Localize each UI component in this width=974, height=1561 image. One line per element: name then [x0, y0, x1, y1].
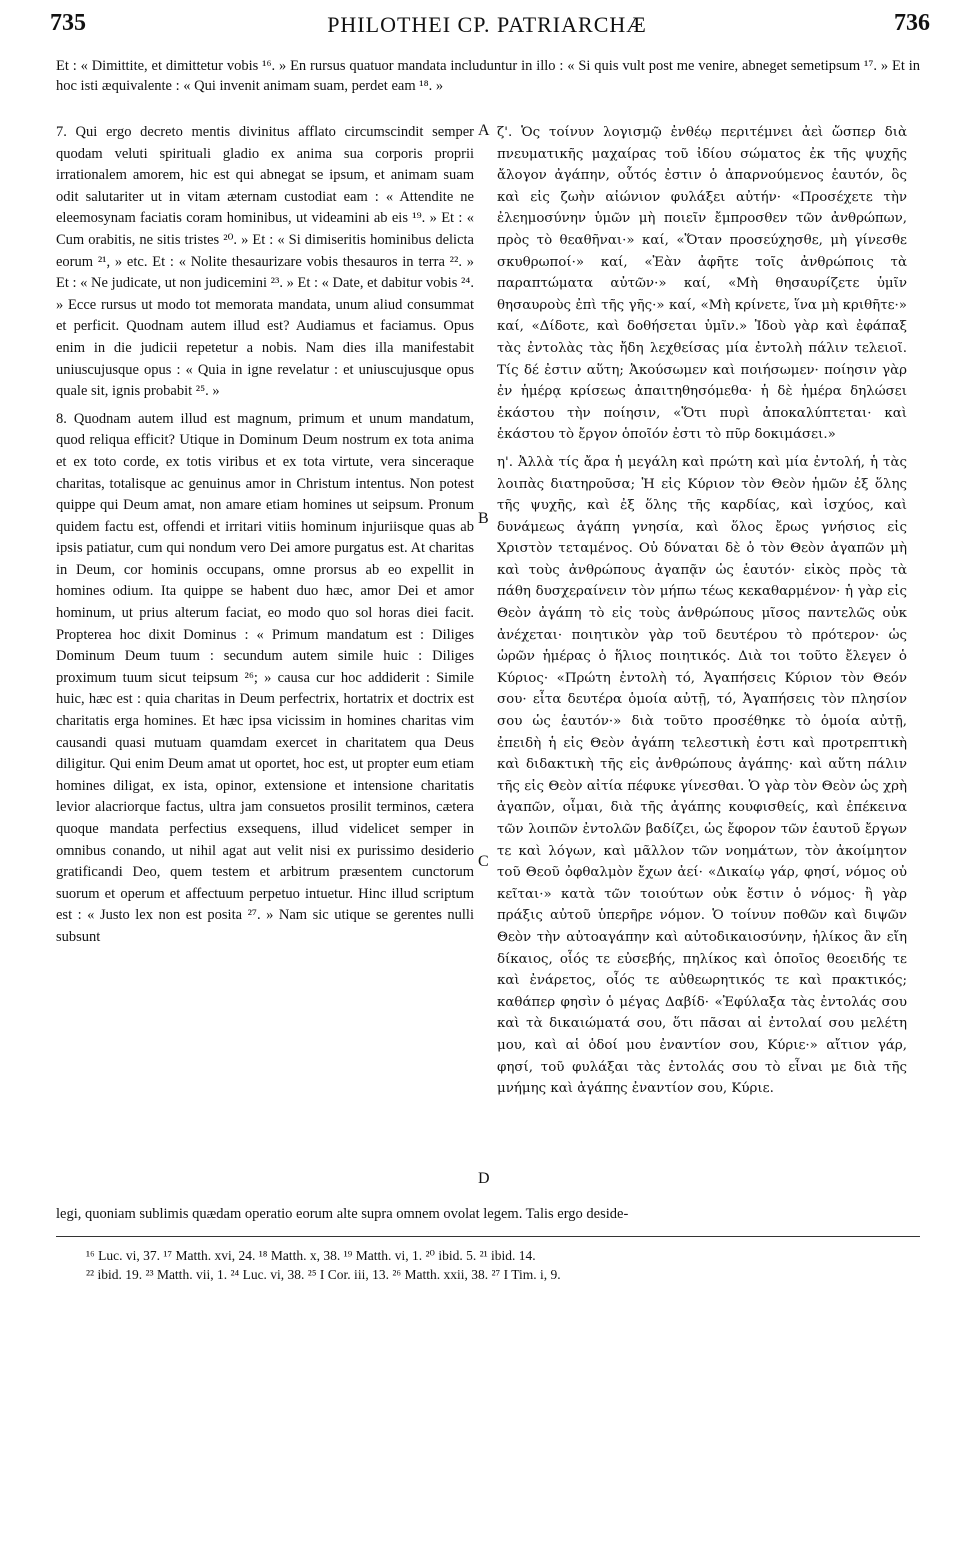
greek-paragraph-7: ζ'. Ὁς τοίνυν λογισμῷ ἐνθέῳ περιτέμνει ἀεὶ ὥσπερ διὰ πνευματικῆς μαχαίρας τοῦ ἰδίου σώματος ἐκ τῆς ψυχῆς ἄλογον ἀγάπην, οὗτός ἐστιν ὁ ἀπαρνούμενος ἑαυτόν, ὃς καὶ εἰς ζωὴν αἰώνιον φυλάξει αὐτήν· «Προσέχετε τὴν ἐλεημοσύνην ὑμῶν μὴ ποιεῖν ἔμπροσθεν τῶν ἀνθρώπων, πρὸς τὸ θεαθῆναι·» καί, «Ὅταν προσεύχησθε, μὴ γίνεσθε σκυθρωποί·» καί, «Ἐὰν ἀφῆτε τοῖς ἀνθρώποις τὰ παραπτώματα αὐτῶν·» καί, «Μὴ θησαυρίζετε ὑμῖν θησαυροὺς ἐπὶ τῆς γῆς·» καί, «Μὴ κρίνετε, ἵνα μὴ κριθῆτε·» καί, «Δίδοτε, καὶ δοθήσεται ὑμῖν.» Ἰδοὺ γὰρ καὶ ἐφάπαξ τὰς ἐντολὰς τὰς ἤδη λεχθείσας μία ἐντολὴ πάλιν τελειοῖ. Τίς δέ ἐστιν αὕτη; Ἀκούσωμεν καὶ ποιήσωμεν· ποίησιν γὰρ ἐν ἡμέρᾳ κρίσεως ἀπαιτηθησόμεθα· ἡ δὲ ἡμέρα δηλώσει ἑκάστου τὴν ποίησιν, «Ὅτι πυρὶ ἀποκαλύπτεται· καὶ ἑκάστου τὸ ἔργον ὁποῖόν ἐστι τὸ πῦρ δοκιμάσει.» [497, 125, 907, 443]
footnote-line: ¹⁶ Luc. vi, 37. ¹⁷ Matth. xvi, 24. ¹⁸ Matth. x, 38. ¹⁹ Matth. vi, 1. ²⁰ ibid. 5. ²¹ ibid. 14. [86, 1248, 536, 1263]
intro-text: Et : « Dimittite, et dimittetur vobis ¹⁶. » En rursus quatuor mandata includuntur in illo : « Si quis vult post me venire, abneget semetipsum ¹⁷. » Et in hoc isti æquivalente : « Qui invenit animam suam, perdet eam ¹⁸. » [56, 58, 920, 94]
latin-paragraph-8: 8. Quodnam autem illud est magnum, primum et unum mandatum, quod reliqua efficit? Utique in Dominum Deum nostrum ex tota anima et ex toto corde, ex totis viribus et ex tota virtute, vera sinceraque charitas, totalisque ac genuinus amor in Christum intentus. Non potest quippe qui Deum amat, non amare etiam homines ut seipsum. Pronum quidem factu est, offendi et irritari vitiis hominum injuriisque quas ab ipsis patiatur, cum qui nondum vero Dei amore purgatus est. At charitas in Deum, cor hominis occupans, omne prorsus ab eo expellit in homines odium. Ita quippe se habent duo hæc, amor Dei et amor hominum, ut prius alterum faciat, eo modo quo sol horas diei facit. Propterea hoc dixit Dominus : « Primum mandatum est : Diliges Dominum Deum tuum : secundum autem simile huic : Diliges proximum tuum sicut teipsum ²⁶; » causa cur hoc addiderit : Simile huic, hæc est : quia charitas in Deum perfectrix, hortatrix et doctrix est charitatis erga homines. Et hæc ipsa vicissim in homines charitas vim causandi quasi mutuam quamdam exercet in charitatem qua Deus diligitur. Qui enim Deum amat ut oportet, hoc est, ut propter eum etiam homines diligat, ex ista, opinor, extensione et intensione charitatis levior alacriorque factus, ultra jam consuetos prosilit terminos, cætera quoque mandata perfectius exsequens, illud videlicet semper in omnibus conando, ut nihil agat aut velit nisi ex purissimo desiderio gratificandi Deo, quem testem et arbitrum præsentem cunctorum suorum et operum et affectuum perpetuo intuetur. Hinc illud scriptum est : « Justo lex non est posita ²⁷. » Nam sic utique se gerentes nulli subsunt [56, 410, 474, 945]
margin-letter-d: D [478, 1170, 490, 1187]
latin-column [56, 122, 474, 1198]
running-header [0, 10, 974, 50]
greek-paragraph-8: η'. Ἀλλὰ τίς ἄρα ἡ μεγάλη καὶ πρώτη καὶ μία ἐντολή, ἡ τὰς λοιπὰς διατηροῦσα; Ἡ εἰς Κύριον τὸν Θεὸν ἡμῶν ἐξ ὅλης τῆς ψυχῆς, καὶ ἐξ ὅλης τῆς καρδίας, καὶ ἰσχύος, καὶ δυνάμεως ἀγάπη γνησία, καὶ ὅλος ἔρως γνήσιος εἰς Χριστὸν τεταμένος. Οὐ δύναται δὲ ὁ τὸν Θεὸν ἀγαπῶν μὴ καὶ τοὺς ἀνθρώπους ἀγαπᾷν ὡς ἑαυτόν· εἰκὸς πρὸς τὰ πάθη δυσχεραίνειν τὸν μήπω τέως κεκαθαρμένον· ἡ γὰρ εἰς Θεὸν ἀγάπη τὸ εἰς τοὺς ἀνθρώπους μῖσος παντελῶς οὐκ ἀνέχεται· ποιητικὸν γὰρ τοῦ δευτέρου τὸ πρότερον· ὡς ὡρῶν ἡμέρας ὁ ἥλιος ποιητικός. Διὰ τοι τοῦτο ἔλεγεν ὁ Κύριος· «Πρώτη ἐντολὴ τό, Ἀγαπήσεις Κύριον τὸν Θεόν σου· εἶτα δευτέρα ὁμοία αὐτῇ, τό, Ἀγαπήσεις τὸν πλησίον σου ὡς ἑαυτόν·» διὰ τοῦτο προσέθηκε τὸ ὁμοία αὐτῇ, ἐπειδὴ ἡ εἰς Θεὸν ἀγάπη τελεστικὴ ἐστι καὶ προτρεπτικὴ καὶ διδακτικὴ τῆς εἰς ἀνθρώπους ἀγάπης· καὶ αὕτη πάλιν τῆς εἰς Θεὸν αἰτία πέφυκε γίνεσθαι. Ὁ γὰρ τὸν Θεὸν ὡς χρὴ ἀγαπῶν, οἶμαι, διὰ τῆς ἀγάπης κουφισθείς, καὶ ἐπέκεινα τῶν λοιπῶν ἐντολῶν βαδίζει, ὡς ἔφορον τῶν ἑαυτοῦ ἔργων τε καὶ λόγων, καὶ μᾶλλον τῶν νοημάτων, τὸν ἀκοίμητον τοῦ Θεοῦ ὀφθαλμὸν ἔχων ἀεί· «Δικαίῳ γάρ, φησί, νόμος οὐ κεῖται·» κατὰ τῶν τοιούτων οὐκ ἔστιν ὁ νόμος· ἢ γὰρ πράξις αὐτοῦ ὑπερῆρε νόμον. Ὁ τοίνυν ποθῶν καὶ διψῶν Θεὸν τὴν αὐτοαγάπην καὶ αὐτοδικαιοσύνην, ἡλίκος ἂν εἴη δίκαιος, οἷός τε εὐσεβής, πηλίκος καὶ ὁποῖος θεοειδής τε καὶ ἐνάρετος, οἷός τε αὐθεωρητικός τε καὶ πρακτικός; καθάπερ φησὶν ὁ μέγας Δαβίδ· «Ἐφύλαξα τὰς ἐντολάς σου καὶ τὰ δικαιώματά σου, ὅτι πᾶσαι αἱ ἐντολαί σου μελέτη μου, καὶ αἱ ὁδοί μου ἐναντίον σου, Κύριε·» αἴτιον γάρ, φησί, τοῦ φυλάξαι τὰς ἐντολάς σου τὸ εἶναι με διὰ τῆς μνήμης καὶ ἀγάπης ἐναντίον σου, Κύριε. [497, 454, 907, 1097]
margin-letter-c: C [478, 853, 489, 870]
latin-paragraph-7: 7. Qui ergo decreto mentis divinitus afflato circumscindit semper quodam veluti spirituali gladio ex anima sua corporis proprii irrationalem amorem, hic est qui abnegat se ipsum, et animam suam odit salutariter ut in vitam æternam custodiat eam : « Attendite ne eleemosynam faciatis coram hominibus, ut videamini ab eis ¹⁹. » Et : « Cum orabitis, ne sitis tristes ²⁰. » Et : « Si dimiseritis hominibus delicta eorum ²¹, » etc. Et : « Nolite thesaurizare vobis thesauros in terra ²². » Et : « Ne judicate, ut non judicemini ²³. » Et : « Date, et dabitur vobis ²⁴. » Ecce rursus ut modo tot memorata mandata, unum aliud consummat et perficit. Quodnam autem illud est? Audiamus et faciamus. Opus enim in die judicii repetetur a nobis. Nam dies illa manifestabit uniuscujusque opus : « Quia in igne revelatur : et uniuscujusque opus quale sit, ignis probabit ²⁵. » [56, 124, 474, 400]
greek-column [497, 122, 907, 1198]
footnote-line: ²² ibid. 19. ²³ Matth. vii, 1. ²⁴ Luc. vi, 38. ²⁵ I Cor. iii, 13. ²⁶ Matth. xxii, 38. ²⁷ I Tim. i, 9. [86, 1267, 561, 1282]
footnotes [86, 1246, 920, 1284]
margin-letter-a: A [478, 122, 490, 139]
margin-letter-b: B [478, 510, 489, 527]
page-number-right: 736 [894, 10, 930, 36]
running-title: PHILOTHEI CP. PATRIARCHÆ [327, 12, 647, 37]
page-number-left: 735 [50, 10, 86, 36]
footnote-rule [56, 1236, 920, 1237]
closing-line: legi, quoniam sublimis quædam operatio eorum alte supra omnem ovolat legem. Talis ergo deside- [56, 1206, 629, 1222]
